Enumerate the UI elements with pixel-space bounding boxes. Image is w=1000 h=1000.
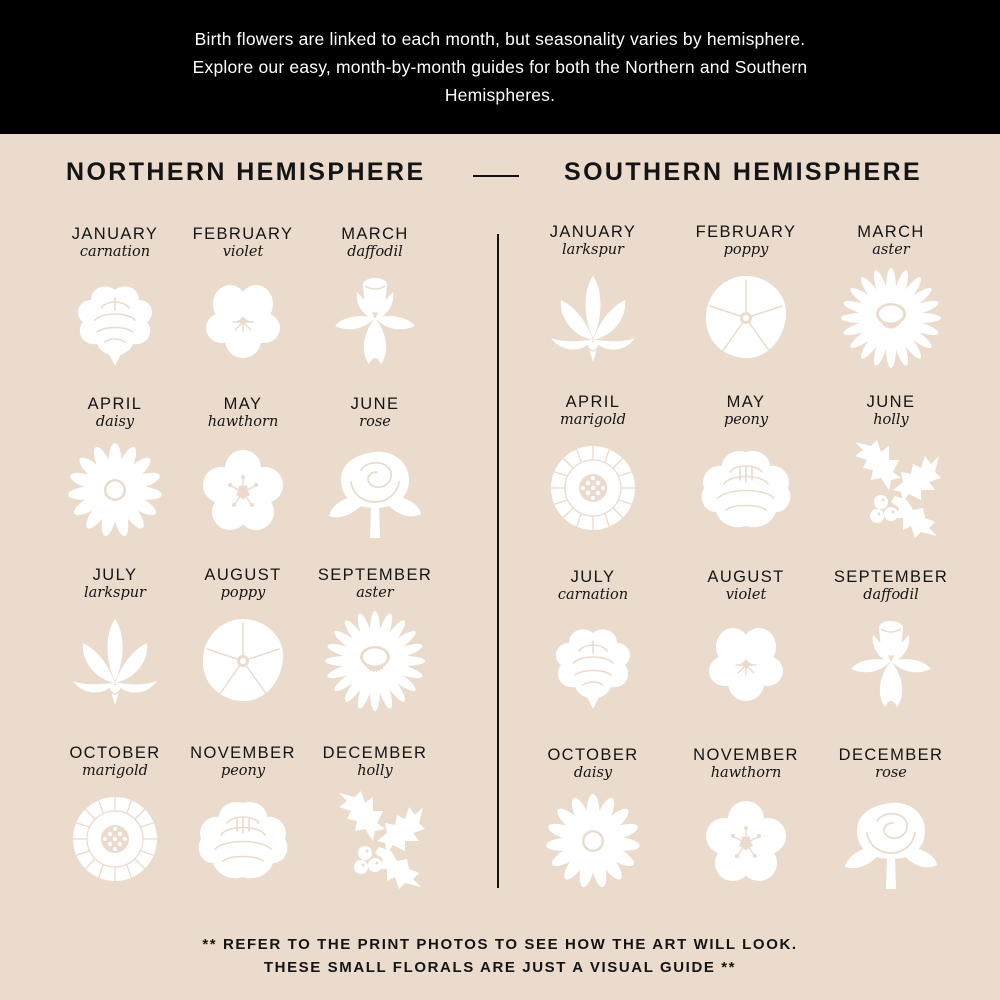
southern-month-december: [806, 746, 976, 891]
flower-name: aster: [356, 585, 394, 601]
month-label: DECEMBER: [322, 744, 428, 762]
flower-name: carnation: [79, 244, 151, 260]
rose-icon: [841, 791, 941, 891]
flower-name: holly: [357, 763, 393, 779]
footer-line-2: THESE SMALL FLORALS ARE JUST A VISUAL GUIDE **: [263, 959, 737, 976]
peony-icon: [696, 438, 796, 538]
flower-name: marigold: [560, 412, 626, 428]
month-label: MAY: [726, 393, 766, 411]
hemisphere-divider: [497, 234, 499, 888]
title-dash-separator: [473, 175, 519, 177]
daisy-icon: [65, 440, 165, 540]
northern-month-june: [290, 395, 460, 540]
marigold-icon: [543, 438, 643, 538]
aster-icon: [841, 268, 941, 368]
violet-icon: [696, 613, 796, 713]
month-label: MARCH: [857, 223, 925, 241]
southern-month-january: [508, 223, 678, 368]
month-label: NOVEMBER: [190, 744, 296, 762]
intro-text: Birth flowers are linked to each month, but seasonality varies by hemisphere. Explore our easy, month-by-month guides for both the Northern and Southern Hemispheres.: [192, 29, 808, 105]
flower-name: holly: [873, 412, 909, 428]
marigold-icon: [65, 789, 165, 889]
daffodil-icon: [325, 270, 425, 370]
larkspur-icon: [543, 268, 643, 368]
month-label: OCTOBER: [547, 746, 639, 764]
hawthorn-icon: [696, 791, 796, 891]
month-label: JUNE: [350, 395, 400, 413]
footer-line-1: ** REFER TO THE PRINT PHOTOS TO SEE HOW THE ART WILL LOOK.: [202, 936, 798, 953]
aster-icon: [325, 611, 425, 711]
holly-icon: [325, 789, 425, 889]
southern-hemisphere-title: SOUTHERN HEMISPHERE: [564, 158, 923, 186]
flower-name: daisy: [95, 414, 135, 430]
flower-name: hawthorn: [710, 765, 782, 781]
southern-month-april: [508, 393, 678, 538]
carnation-icon: [65, 270, 165, 370]
carnation-icon: [543, 613, 643, 713]
month-label: FEBRUARY: [695, 223, 797, 241]
month-label: NOVEMBER: [693, 746, 799, 764]
rose-icon: [325, 440, 425, 540]
holly-icon: [841, 438, 941, 538]
hawthorn-icon: [193, 440, 293, 540]
month-label: JULY: [92, 566, 138, 584]
northern-month-march: [290, 225, 460, 370]
month-label: AUGUST: [204, 566, 282, 584]
poppy-icon: [193, 611, 293, 711]
flower-name: larkspur: [562, 242, 624, 258]
flower-name: larkspur: [84, 585, 146, 601]
southern-month-june: [806, 393, 976, 538]
southern-month-march: [806, 223, 976, 368]
daisy-icon: [543, 791, 643, 891]
month-label: DECEMBER: [838, 746, 944, 764]
month-label: JANUARY: [71, 225, 159, 243]
flower-name: peony: [220, 763, 266, 779]
month-label: AUGUST: [707, 568, 785, 586]
month-label: OCTOBER: [69, 744, 161, 762]
flower-name: daffodil: [863, 587, 919, 603]
month-label: FEBRUARY: [192, 225, 294, 243]
northern-month-september: [290, 566, 460, 711]
footer-note: [0, 933, 1000, 979]
intro-banner: [0, 0, 1000, 134]
daffodil-icon: [841, 613, 941, 713]
month-label: SEPTEMBER: [833, 568, 949, 586]
poppy-icon: [696, 268, 796, 368]
month-label: APRIL: [565, 393, 621, 411]
violet-icon: [193, 270, 293, 370]
larkspur-icon: [65, 611, 165, 711]
month-label: SEPTEMBER: [317, 566, 433, 584]
southern-month-september: [806, 568, 976, 713]
flower-name: poppy: [220, 585, 266, 601]
southern-month-july: [508, 568, 678, 713]
month-label: MARCH: [341, 225, 409, 243]
month-label: JULY: [570, 568, 616, 586]
month-label: JANUARY: [549, 223, 637, 241]
flower-name: aster: [872, 242, 910, 258]
flower-name: daisy: [573, 765, 613, 781]
flower-name: peony: [723, 412, 769, 428]
flower-name: violet: [725, 587, 767, 603]
month-label: APRIL: [87, 395, 143, 413]
northern-hemisphere-title: NORTHERN HEMISPHERE: [66, 158, 426, 186]
flower-name: hawthorn: [207, 414, 279, 430]
month-label: MAY: [223, 395, 263, 413]
flower-name: carnation: [557, 587, 629, 603]
northern-month-december: [290, 744, 460, 889]
flower-name: violet: [222, 244, 264, 260]
flower-name: daffodil: [347, 244, 403, 260]
peony-icon: [193, 789, 293, 889]
flower-name: marigold: [82, 763, 148, 779]
southern-month-october: [508, 746, 678, 891]
month-label: JUNE: [866, 393, 916, 411]
flower-name: rose: [359, 414, 391, 430]
flower-name: rose: [875, 765, 907, 781]
flower-name: poppy: [723, 242, 769, 258]
